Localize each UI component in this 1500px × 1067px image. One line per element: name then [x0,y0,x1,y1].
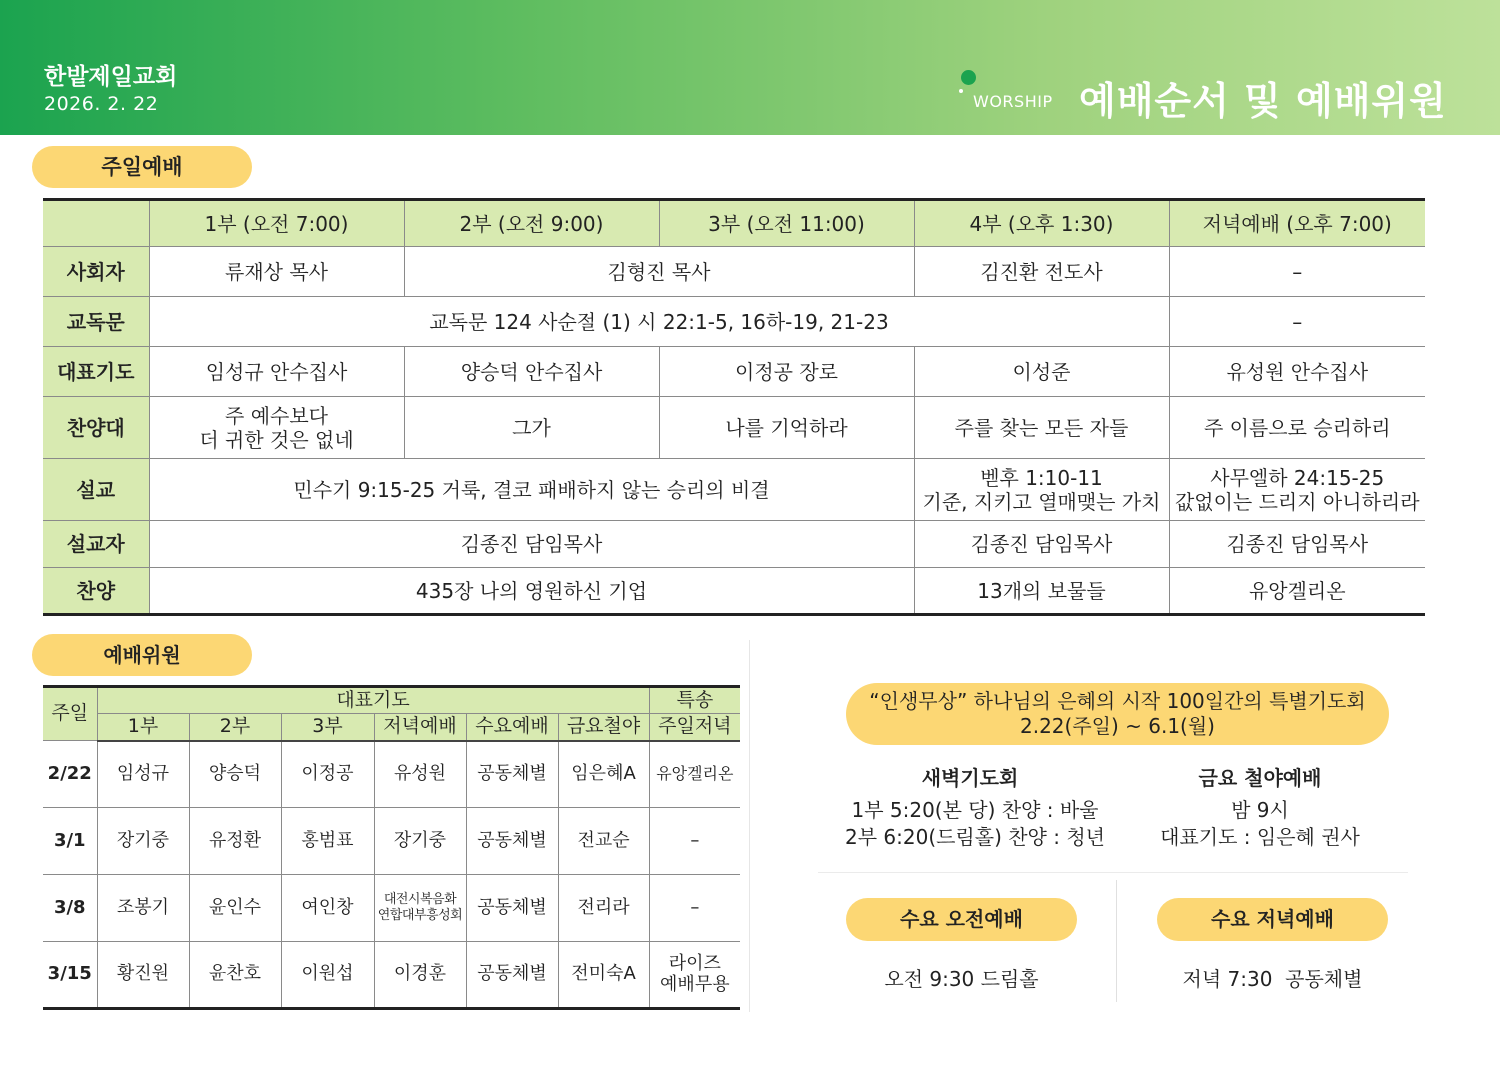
table-cell [149,397,404,459]
table-cell: 주를 찾는 모든 자들 [914,397,1169,459]
table-cell: 그가 [404,397,659,459]
table-row [43,741,740,808]
cell-line: 더 귀한 것은 없네 [199,427,354,452]
table-cell: 유정환 [189,808,281,875]
cell-line: 예배무용 [660,973,730,995]
church-name: 한밭제일교회 [44,64,178,90]
table-cell: 전미숙A [558,942,649,1009]
table-row [43,397,1425,459]
header-cell: 1부 [97,714,189,741]
dawn-prayer-title: 새벽기도회 [921,766,1019,790]
header-cell: 수요예배 [466,714,558,741]
cell-line: 벧후 1:10-11 [980,465,1103,490]
table-cell: 유성원 [374,741,466,808]
table-cell: 김형진 목사 [404,247,914,297]
members-subheader-row [43,714,740,741]
special-prayer-period: 2.22(주일) ~ 6.1(월) [1020,714,1215,738]
row-label: 대표기도 [43,347,149,397]
table-cell: 양승덕 [189,741,281,808]
special-prayer-banner [846,683,1389,745]
friday-worship-title: 금요 철야예배 [1198,766,1322,790]
header-cell: 저녁예배 (오후 7:00) [1169,200,1425,247]
table-cell: 홍범표 [281,808,374,875]
table-cell: 유앙겔리온 [1169,568,1425,615]
row-label: 설교자 [43,521,149,568]
table-cell: 유앙겔리온 [649,741,740,808]
table-cell [1169,459,1425,521]
dot-icon [961,70,976,85]
cell-line: 값없이는 드리지 아니하리라 [1174,489,1420,514]
dawn-line: 2부 6:20(드림홀) 찬양 : 청년 [845,825,1105,849]
table-cell: 13개의 보물들 [914,568,1169,615]
table-row [43,808,740,875]
table-cell: 김종진 담임목사 [914,521,1169,568]
row-label: 교독문 [43,297,149,347]
date-cell: 3/1 [43,808,97,875]
bulletin-date: 2026. 2. 22 [44,93,159,115]
table-row [43,942,740,1009]
table-cell: 나를 기억하라 [659,397,914,459]
sunday-worship-table [43,198,1425,616]
table-cell: 이경훈 [374,942,466,1009]
table-cell: 이원섭 [281,942,374,1009]
page-title: 예배순서 및 예배위원 [1079,79,1447,123]
wednesday-morning-pill: 수요 오전예배 [846,898,1077,941]
table-cell: 교독문 124 사순절 (1) 시 22:1-5, 16하-19, 21-23 [149,297,1169,347]
table-cell: 임성규 [97,741,189,808]
cell-line: 주 예수보다 [225,403,328,428]
table-cell: 여인창 [281,875,374,942]
table-row [43,347,1425,397]
header-cell: 금요철야 [558,714,649,741]
table-cell: 조봉기 [97,875,189,942]
table-cell: 김종진 담임목사 [1169,521,1425,568]
row-label: 찬양대 [43,397,149,459]
header-cell: 저녁예배 [374,714,466,741]
horizontal-divider [818,872,1408,873]
table-row [43,521,1425,568]
table-cell: 전교순 [558,808,649,875]
friday-worship-info [1140,797,1380,851]
vertical-divider-small [1116,880,1117,1002]
table-row [43,459,1425,521]
table-cell: – [649,875,740,942]
table-cell: 류재상 목사 [149,247,404,297]
wednesday-morning-info: 오전 9:30 드림홀 [884,967,1039,991]
table-row [43,568,1425,615]
friday-line: 대표기도 : 임은혜 권사 [1160,825,1360,849]
section-label-en: WORSHIP [973,92,1053,111]
table-cell: 공동체별 [466,942,558,1009]
dawn-prayer-info [835,797,1115,851]
table-cell: 435장 나의 영원하신 기업 [149,568,914,615]
row-label: 설교 [43,459,149,521]
dawn-line: 1부 5:20(본 당) 찬양 : 바울 [851,798,1099,822]
date-cell: 3/15 [43,942,97,1009]
small-dot-icon [959,89,963,93]
cell-line: 라이즈 [668,952,721,974]
table-cell [374,875,466,942]
table-cell: 김진환 전도사 [914,247,1169,297]
special-prayer-title: “인생무상” 하나님의 은혜의 시작 100일간의 특별기도회 [869,689,1366,713]
table-cell: 장기중 [97,808,189,875]
table-cell: 주 이름으로 승리하리 [1169,397,1425,459]
table-row [43,297,1425,347]
table-cell: 공동체별 [466,875,558,942]
table-cell: 공동체별 [466,808,558,875]
cell-line: 기준, 지키고 열매맺는 가치 [922,489,1161,514]
header-cell: 2부 [189,714,281,741]
header-cell: 3부 [281,714,374,741]
table-cell: – [1169,247,1425,297]
date-cell: 3/8 [43,875,97,942]
header-cell: 주일저녁 [649,714,740,741]
members-header-row [43,687,740,714]
wednesday-evening-pill: 수요 저녁예배 [1157,898,1388,941]
table-cell: 김종진 담임목사 [149,521,914,568]
table-cell: 장기중 [374,808,466,875]
table-cell: 이성준 [914,347,1169,397]
table-cell [649,942,740,1009]
cell-line: 사무엘하 24:15-25 [1210,465,1385,490]
table-cell: 윤인수 [189,875,281,942]
section-pill-sunday: 주일예배 [32,146,252,188]
header-cell: 1부 (오전 7:00) [149,200,404,247]
header-cell: 3부 (오전 11:00) [659,200,914,247]
table-cell: 임은혜A [558,741,649,808]
table-cell: – [1169,297,1425,347]
table-header-row [43,200,1425,247]
date-cell: 2/22 [43,741,97,808]
table-cell: – [649,808,740,875]
friday-line: 밤 9시 [1231,798,1289,822]
section-pill-members: 예배위원 [32,634,252,676]
table-cell: 전리라 [558,875,649,942]
row-label: 찬양 [43,568,149,615]
header-cell-sunday: 주일 [43,687,97,741]
table-cell: 공동체별 [466,741,558,808]
table-cell: 이정공 [281,741,374,808]
table-cell: 윤찬호 [189,942,281,1009]
header-cell: 4부 (오후 1:30) [914,200,1169,247]
header-cell-special: 특송 [649,687,740,714]
table-cell [914,459,1169,521]
table-row [43,247,1425,297]
worship-members-table [43,685,740,1010]
table-cell: 황진원 [97,942,189,1009]
vertical-divider [749,640,750,1012]
wednesday-evening-info: 저녁 7:30 공동체별 [1182,967,1363,991]
header-cell-prayer: 대표기도 [97,687,649,714]
table-row [43,875,740,942]
row-label: 사회자 [43,247,149,297]
table-cell: 유성원 안수집사 [1169,347,1425,397]
table-cell: 양승덕 안수집사 [404,347,659,397]
cell-line: 대전시복음화 [383,891,457,907]
table-cell: 이정공 장로 [659,347,914,397]
header-banner [0,0,1500,135]
cell-line: 연합대부흥성회 [377,908,463,923]
table-cell: 임성규 안수집사 [149,347,404,397]
header-cell-empty [43,200,149,247]
header-cell: 2부 (오전 9:00) [404,200,659,247]
table-cell: 민수기 9:15-25 거룩, 결코 패배하지 않는 승리의 비결 [149,459,914,521]
